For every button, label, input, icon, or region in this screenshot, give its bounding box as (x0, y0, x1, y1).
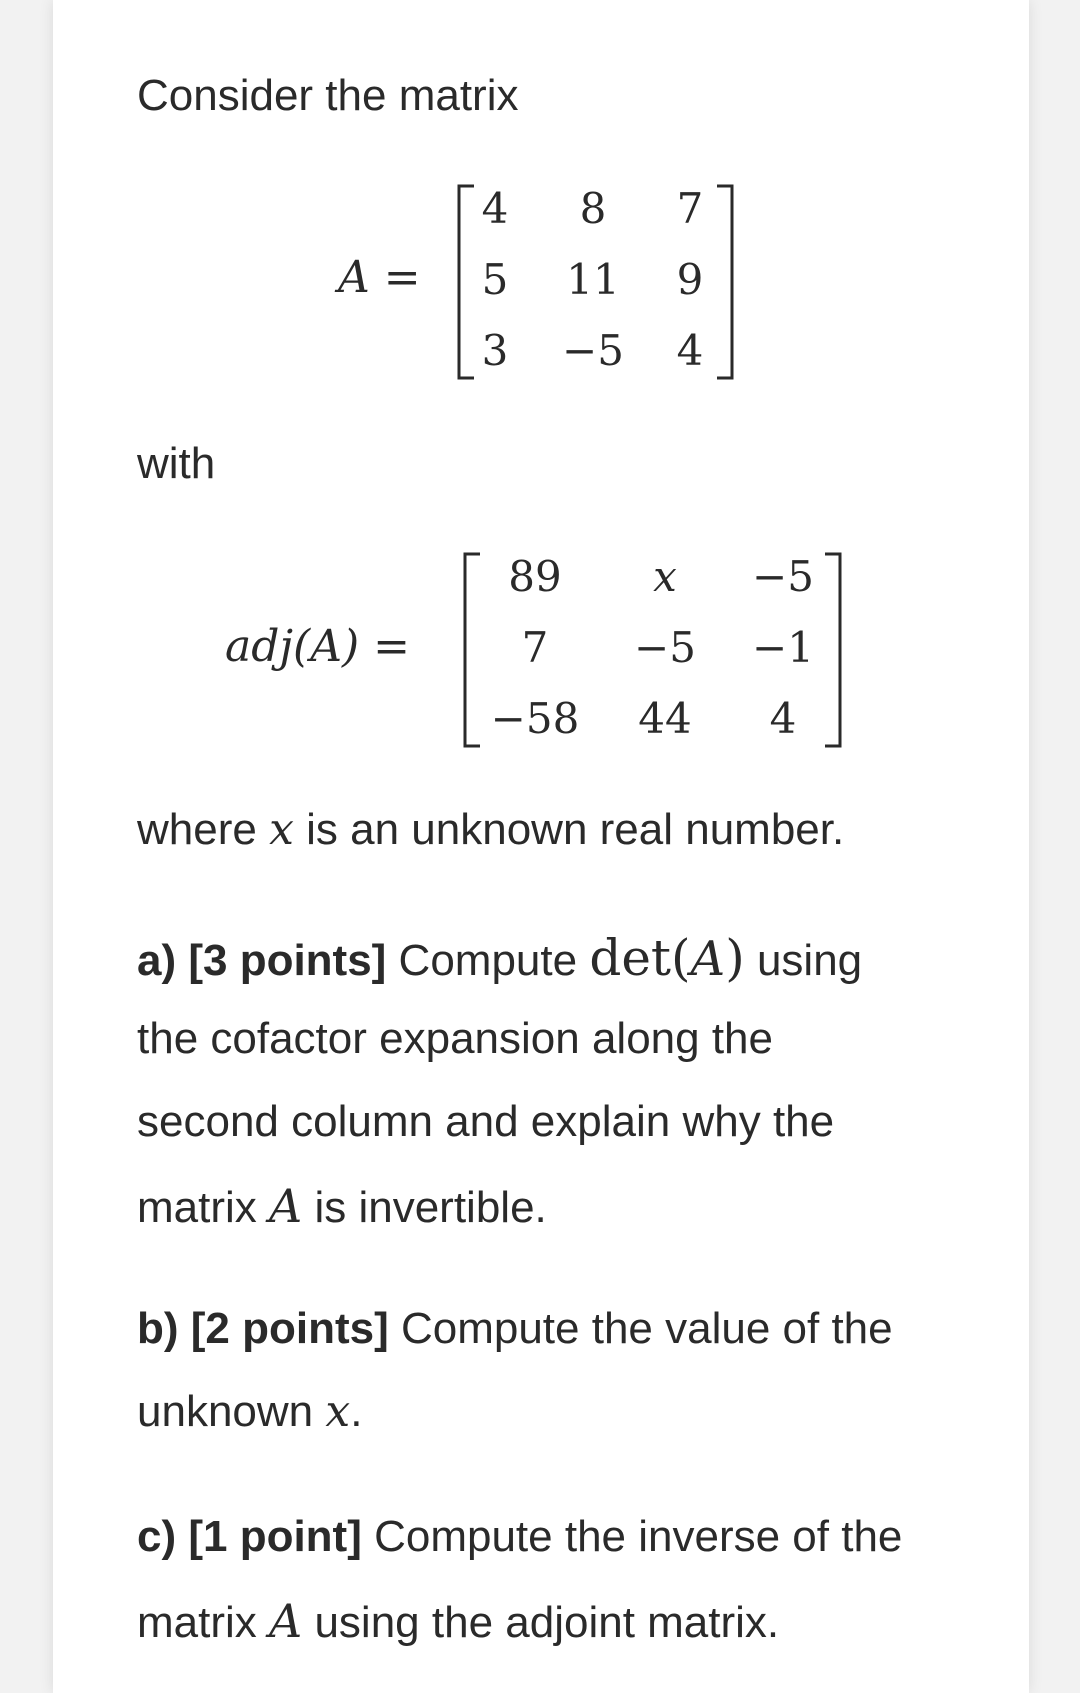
adj-matrix-cell: −5 (752, 552, 814, 601)
matrix-a-label: A (338, 252, 370, 303)
matrix-a-cell: 3 (481, 326, 509, 375)
part-b-tag: b) [2 points] (137, 1304, 389, 1353)
unknown-definition: where x is an unknown real number. (137, 804, 845, 855)
matrix-a-equals: = (383, 252, 421, 303)
matrix-a-cell: 7 (676, 184, 704, 233)
adj-matrix-cell: −58 (490, 694, 580, 743)
matrix-a-cell: 4 (676, 326, 704, 375)
unknown-variable: x (269, 804, 294, 855)
adj-matrix-cell: 89 (508, 552, 562, 601)
det-operator: det (589, 929, 672, 987)
with-text: with (137, 439, 216, 488)
adj-matrix-equals: = (373, 621, 411, 672)
adj-matrix-cell: 44 (638, 694, 692, 743)
part-a-tag: a) [3 points] (137, 936, 387, 985)
adj-matrix-cell: 7 (521, 623, 549, 672)
matrix-a-cell: 11 (566, 255, 620, 304)
intro-text: Consider the matrix (137, 71, 519, 120)
adj-matrix-cell: −1 (752, 623, 814, 672)
matrix-a-cell: −5 (562, 326, 624, 375)
matrix-a-cell: 5 (481, 255, 509, 304)
matrix-a-cell: 8 (579, 184, 607, 233)
adj-matrix-cell-unknown: x (653, 552, 677, 601)
adj-matrix-cell: 4 (769, 694, 797, 743)
part-c-tag: c) [1 point] (137, 1512, 362, 1561)
adj-matrix-label: adj(A) (225, 621, 360, 672)
adj-matrix-cell: −5 (634, 623, 696, 672)
matrix-a-cell: 9 (676, 255, 704, 304)
matrix-a-cell: 4 (481, 184, 509, 233)
